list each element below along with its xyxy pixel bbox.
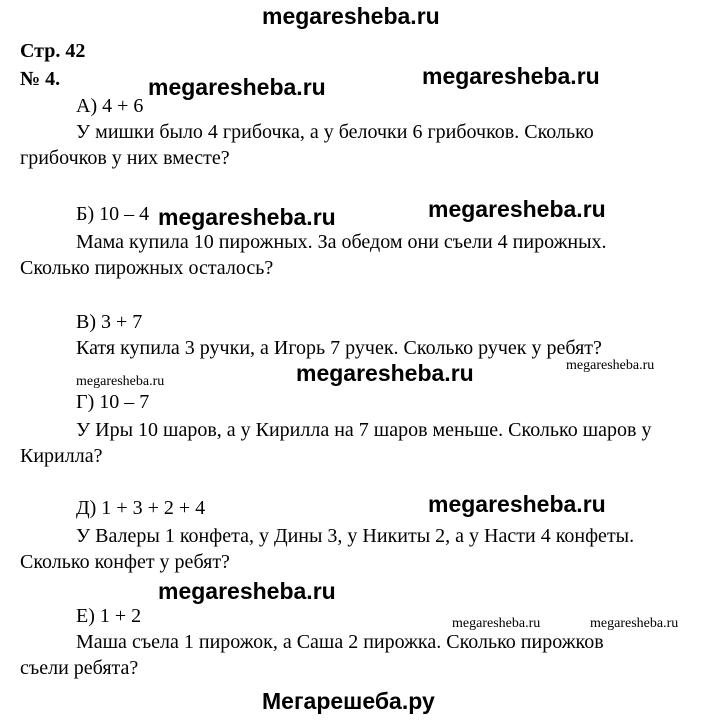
- problem-g-text-line2: Кирилла?: [20, 445, 103, 467]
- problem-v-expression: В) 3 + 7: [76, 311, 143, 333]
- watermark-bottom: Мегарешеба.ру: [262, 688, 435, 714]
- problem-b-expression: Б) 10 – 4: [76, 203, 150, 225]
- watermark: megaresheba.ru: [428, 491, 606, 517]
- watermark: megaresheba.ru: [428, 196, 606, 222]
- problem-b-text-line1: Мама купила 10 пирожных. За обедом они съели 4 пирожных.: [76, 231, 607, 253]
- problem-v-text-line1: Катя купила 3 ручки, а Игорь 7 ручек. Сколько ручек у ребят?: [76, 337, 602, 359]
- page-number: Стр. 42: [20, 40, 86, 62]
- problem-g-expression: Г) 10 – 7: [76, 391, 150, 413]
- watermark: megaresheba.ru: [296, 360, 474, 386]
- problem-a-text-line2: грибочков у них вместе?: [20, 147, 230, 169]
- problem-a-expression: А) 4 + 6: [76, 95, 144, 117]
- watermark-small: megaresheba.ru: [76, 374, 165, 389]
- problem-d-expression: Д) 1 + 3 + 2 + 4: [76, 497, 206, 519]
- problem-d-text-line2: Сколько конфет у ребят?: [20, 551, 230, 573]
- watermark: megaresheba.ru: [148, 74, 326, 100]
- watermark-small: megaresheba.ru: [452, 616, 541, 631]
- problem-b-text-line2: Сколько пирожных осталось?: [20, 257, 274, 279]
- watermark-small: megaresheba.ru: [590, 616, 679, 631]
- task-number: № 4.: [20, 68, 61, 90]
- problem-g-text-line1: У Иры 10 шаров, а у Кирилла на 7 шаров меньше. Сколько шаров у: [76, 419, 652, 441]
- problem-e-expression: Е) 1 + 2: [76, 605, 142, 627]
- watermark: megaresheba.ru: [158, 204, 336, 230]
- watermark: megaresheba.ru: [422, 63, 600, 89]
- watermark-small: megaresheba.ru: [566, 358, 655, 373]
- watermark-top: megaresheba.ru: [262, 3, 440, 29]
- watermark: megaresheba.ru: [158, 578, 336, 604]
- problem-e-text-line2: съели ребята?: [20, 657, 139, 679]
- problem-e-text-line1: Маша съела 1 пирожок, а Саша 2 пирожка. Сколько пирожков: [76, 631, 604, 653]
- problem-a-text-line1: У мишки было 4 грибочка, а у белочки 6 грибочков. Сколько: [76, 121, 594, 143]
- problem-d-text-line1: У Валеры 1 конфета, у Дины 3, у Никиты 2, а у Насти 4 конфеты.: [76, 525, 635, 547]
